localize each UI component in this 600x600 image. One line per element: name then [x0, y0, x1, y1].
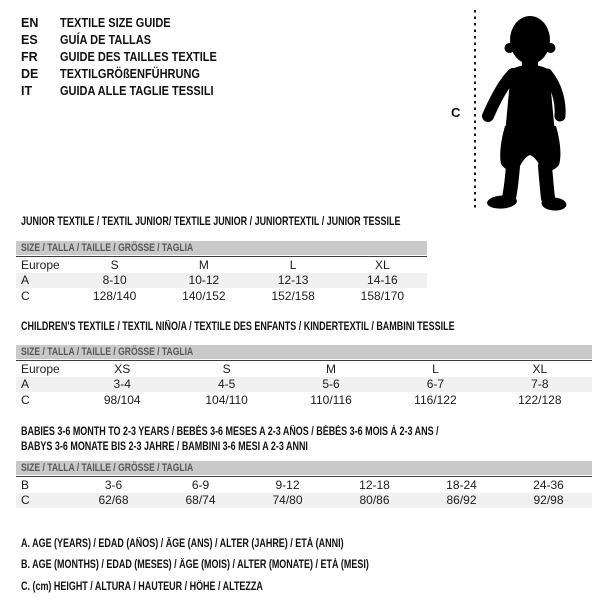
table-cell: 98/104 [103, 392, 141, 407]
table-cell: 4-5 [217, 377, 236, 392]
baby-silhouette-icon [475, 8, 579, 212]
row-label-cell: A [21, 273, 30, 288]
table-cell: 7-8 [531, 377, 549, 392]
size-header-label: SIZE / TALLA / TAILLE / GRÖSSE / TAGLIA [21, 242, 194, 254]
table-cell: 122/128 [518, 392, 562, 407]
table-title [16, 440, 592, 455]
row-label-cell: A [21, 377, 30, 392]
table-cell: 74/80 [272, 493, 303, 508]
table-cell: 158/170 [360, 288, 405, 303]
table-cell: 104/110 [205, 392, 248, 407]
row-label-cell: B [21, 477, 30, 492]
table-row [16, 493, 592, 509]
language-code: FR [21, 49, 38, 64]
column-header-cell: M [326, 361, 337, 376]
row-label-cell: C [21, 288, 30, 303]
table-cell: 3-4 [113, 377, 131, 392]
legend-note [21, 581, 467, 600]
table-cell: 10-12 [188, 273, 220, 288]
table-rows [16, 256, 427, 304]
guide-title-label: TEXTILE SIZE GUIDE [60, 15, 171, 30]
size-header-bar [16, 241, 427, 255]
table-title [16, 320, 592, 335]
language-row [21, 48, 238, 65]
language-row [21, 65, 238, 82]
region-column-header: Europe [21, 361, 60, 376]
column-header-cell: XS [114, 361, 131, 376]
table-header-row [16, 361, 592, 377]
table-row [16, 273, 427, 289]
size-table-junior [16, 215, 427, 304]
language-code: IT [21, 83, 33, 98]
table-cell: 80/86 [359, 493, 390, 508]
table-cell: 116/122 [414, 392, 457, 407]
table-header-row [16, 257, 427, 273]
table-title-text: JUNIOR TEXTILE / TEXTIL JUNIOR/ TEXTILE JUNIOR / JUNIORTEXTIL / JUNIOR TESSILE [21, 216, 401, 228]
table-row [16, 392, 592, 408]
row-label-cell: C [21, 493, 30, 508]
size-header-bar [16, 461, 592, 475]
column-header-cell: M [198, 257, 209, 272]
legend-note-text: C. (cm) HEIGHT / ALTURA / HAUTEUR / HÖHE / ALTEZZA [21, 580, 263, 593]
table-cell: 12-13 [277, 273, 309, 288]
column-header-cell: XL [532, 361, 548, 376]
legend-notes [16, 538, 467, 600]
column-header-cell: XL [375, 257, 390, 272]
language-code: ES [21, 32, 38, 47]
row-label-cell: C [21, 392, 30, 407]
legend-note [21, 559, 467, 580]
table-cell: 86/92 [446, 493, 477, 508]
guide-title-label: TEXTILGRÖßENFÜHRUNG [60, 66, 200, 81]
table-row [16, 377, 592, 393]
language-title-list [21, 14, 238, 99]
table-cell: 24-36 [533, 477, 564, 492]
table-cell: 128/140 [92, 288, 137, 303]
table-cell: 12-18 [359, 477, 390, 492]
table-cell: 3-6 [104, 477, 123, 492]
region-column-header: Europe [21, 257, 60, 272]
language-row [21, 82, 238, 99]
column-header-cell: L [432, 361, 439, 376]
guide-title-label: GUIDE DES TAILLES TEXTILE [60, 49, 217, 64]
size-header-bar [16, 345, 592, 359]
table-row [16, 477, 592, 493]
table-cell: 6-7 [426, 377, 445, 392]
guide-title-label: GUÍA DE TALLAS [60, 32, 152, 47]
table-cell: 9-12 [275, 477, 300, 492]
table-cell: 92/98 [533, 493, 564, 508]
table-cell: 6-9 [191, 477, 210, 492]
legend-note [21, 538, 467, 559]
table-cell: 68/74 [185, 493, 216, 508]
table-rows [16, 360, 592, 408]
size-table-children [16, 320, 592, 408]
table-rows [16, 476, 592, 508]
legend-note-text: B. AGE (MONTHS) / EDAD (MESES) / ÂGE (MOIS) / ALTER (MONATE) / ETÀ (MESI) [21, 559, 369, 572]
table-title-text: CHILDREN'S TEXTILE / TEXTIL NIÑO/A / TEXTILE DES ENFANTS / KINDERTEXTIL / BAMBINI TESSILE [21, 321, 455, 333]
language-row [21, 14, 238, 31]
table-cell: 152/158 [271, 288, 315, 303]
table-cell: 140/152 [182, 288, 226, 303]
column-header-cell: S [222, 361, 231, 376]
column-header-cell: S [110, 257, 119, 272]
language-code: EN [21, 15, 39, 30]
size-header-label: SIZE / TALLA / TAILLE / GRÖSSE / TAGLIA [21, 462, 194, 474]
table-title [16, 425, 592, 440]
language-row [21, 31, 238, 48]
table-title-text: BABYS 3-6 MONATE BIS 2-3 JAHRE / BAMBINI 3-6 MESI A 2-3 ANNI [21, 441, 308, 453]
language-code: DE [21, 66, 39, 81]
size-header-label: SIZE / TALLA / TAILLE / GRÖSSE / TAGLIA [21, 346, 194, 358]
size-table-babies [16, 425, 592, 508]
column-header-cell: L [289, 257, 297, 272]
legend-note-text: A. AGE (YEARS) / EDAD (AÑOS) / ÂGE (ANS) / ALTER (JAHRE) / ETÀ (ANNI) [21, 538, 344, 550]
table-cell: 18-24 [446, 477, 477, 492]
table-title [16, 215, 427, 230]
guide-title-label: GUIDA ALLE TAGLIE TESSILI [60, 83, 214, 98]
table-row [16, 288, 427, 304]
table-cell: 14-16 [367, 273, 398, 288]
table-cell: 62/68 [98, 493, 129, 508]
table-title-text: BABIES 3-6 MONTH TO 2-3 YEARS / BEBÉS 3-6 MESES A 2-3 AÑOS / BÉBÉS 3-6 MOIS À 2-3 ANS / [21, 426, 439, 438]
table-cell: 110/116 [310, 392, 352, 407]
height-label-c: C [451, 105, 461, 120]
table-cell: 5-6 [322, 377, 340, 392]
table-cell: 8-10 [102, 273, 127, 288]
